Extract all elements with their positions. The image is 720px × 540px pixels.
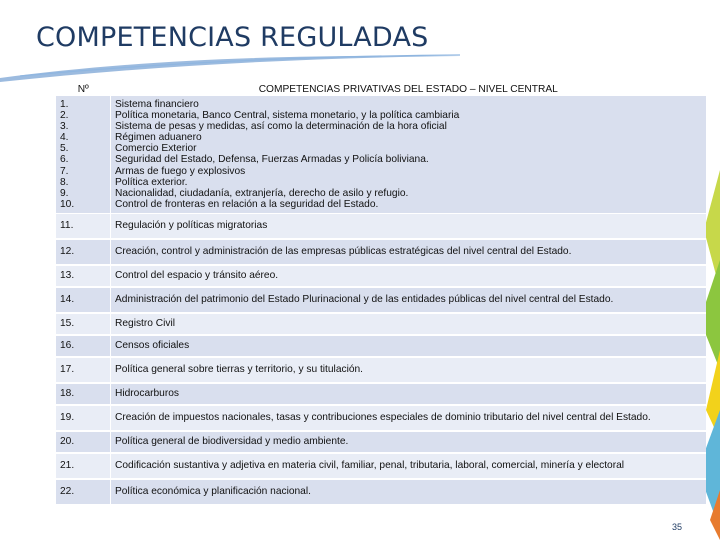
row-description: Codificación sustantiva y adjetiva en materia civil, familiar, penal, tributaria, laboral, comercial, minería y electoral	[111, 453, 707, 479]
row-description: Política económica y planificación nacional.	[111, 479, 707, 505]
table-row	[56, 335, 706, 357]
group-descriptions	[111, 96, 707, 213]
group-row-description: Política exterior.	[115, 176, 188, 188]
group-row-description: Comercio Exterior	[115, 143, 197, 155]
table-row	[56, 287, 706, 313]
group-row-number: 9.	[60, 187, 69, 199]
group-row-number: 7.	[60, 165, 69, 177]
group-row-description: Política monetaria, Banco Central, sistema monetario, y la política cambiaria	[115, 110, 460, 122]
table-row	[56, 405, 706, 431]
group-numbers	[56, 96, 111, 213]
group-row-description: Nacionalidad, ciudadanía, extranjería, derecho de asilo y refugio.	[115, 187, 409, 199]
row-number: 17.	[56, 357, 111, 383]
group-row-number: 10.	[60, 198, 75, 210]
group-row-description: Régimen aduanero	[115, 132, 202, 144]
row-number: 12.	[56, 239, 111, 265]
row-number: 20.	[56, 431, 111, 453]
row-description: Control del espacio y tránsito aéreo.	[111, 265, 707, 287]
group-row-description: Sistema de pesas y medidas, así como la determinación de la hora oficial	[115, 121, 447, 133]
table-row	[56, 383, 706, 405]
row-number: 21.	[56, 453, 111, 479]
group-row-number: 6.	[60, 154, 69, 166]
row-description: Creación de impuestos nacionales, tasas y contribuciones especiales de dominio tributario del nivel central del Estado.	[111, 405, 707, 431]
row-number: 11.	[56, 213, 111, 239]
page-number: 35	[671, 522, 682, 532]
group-row-number: 8.	[60, 176, 69, 188]
row-description: Política general sobre tierras y territorio, y su titulación.	[111, 357, 707, 383]
header-description: COMPETENCIAS PRIVATIVAS DEL ESTADO – NIVEL CENTRAL	[111, 82, 707, 96]
table-row	[56, 357, 706, 383]
group-row-description: Armas de fuego y explosivos	[115, 165, 246, 177]
row-number: 22.	[56, 479, 111, 505]
table-row	[56, 453, 706, 479]
group-row-number: 3.	[60, 121, 69, 133]
table-row-group	[56, 96, 706, 213]
row-description: Regulación y políticas migratorias	[111, 213, 707, 239]
table-row	[56, 313, 706, 335]
row-number: 15.	[56, 313, 111, 335]
row-description: Administración del patrimonio del Estado Plurinacional y de las entidades públicas del nivel central del Estado.	[111, 287, 707, 313]
group-row-number: 2.	[60, 110, 69, 122]
group-row-number: 1.	[60, 99, 69, 110]
table-row	[56, 479, 706, 505]
group-row-description: Control de fronteras en relación a la seguridad del Estado.	[115, 198, 379, 210]
row-number: 14.	[56, 287, 111, 313]
row-description: Hidrocarburos	[111, 383, 707, 405]
table-row	[56, 213, 706, 239]
row-number: 16.	[56, 335, 111, 357]
row-description: Registro Civil	[111, 313, 707, 335]
table-row	[56, 265, 706, 287]
group-row-description: Sistema financiero	[115, 99, 199, 110]
row-number: 18.	[56, 383, 111, 405]
group-row-number: 5.	[60, 143, 69, 155]
title-underline-swoosh	[0, 52, 720, 82]
row-number: 19.	[56, 405, 111, 431]
row-description: Censos oficiales	[111, 335, 707, 357]
row-description: Creación, control y administración de las empresas públicas estratégicas del nivel central del Estado.	[111, 239, 707, 265]
competencias-table	[56, 82, 706, 506]
group-row-number: 4.	[60, 132, 69, 144]
table-row	[56, 431, 706, 453]
header-num: Nº	[56, 82, 111, 96]
slide-title: COMPETENCIAS REGULADAS	[36, 22, 429, 53]
row-number: 13.	[56, 265, 111, 287]
table-row	[56, 239, 706, 265]
row-description: Política general de biodiversidad y medio ambiente.	[111, 431, 707, 453]
group-row-description: Seguridad del Estado, Defensa, Fuerzas Armadas y Policía boliviana.	[115, 154, 429, 166]
